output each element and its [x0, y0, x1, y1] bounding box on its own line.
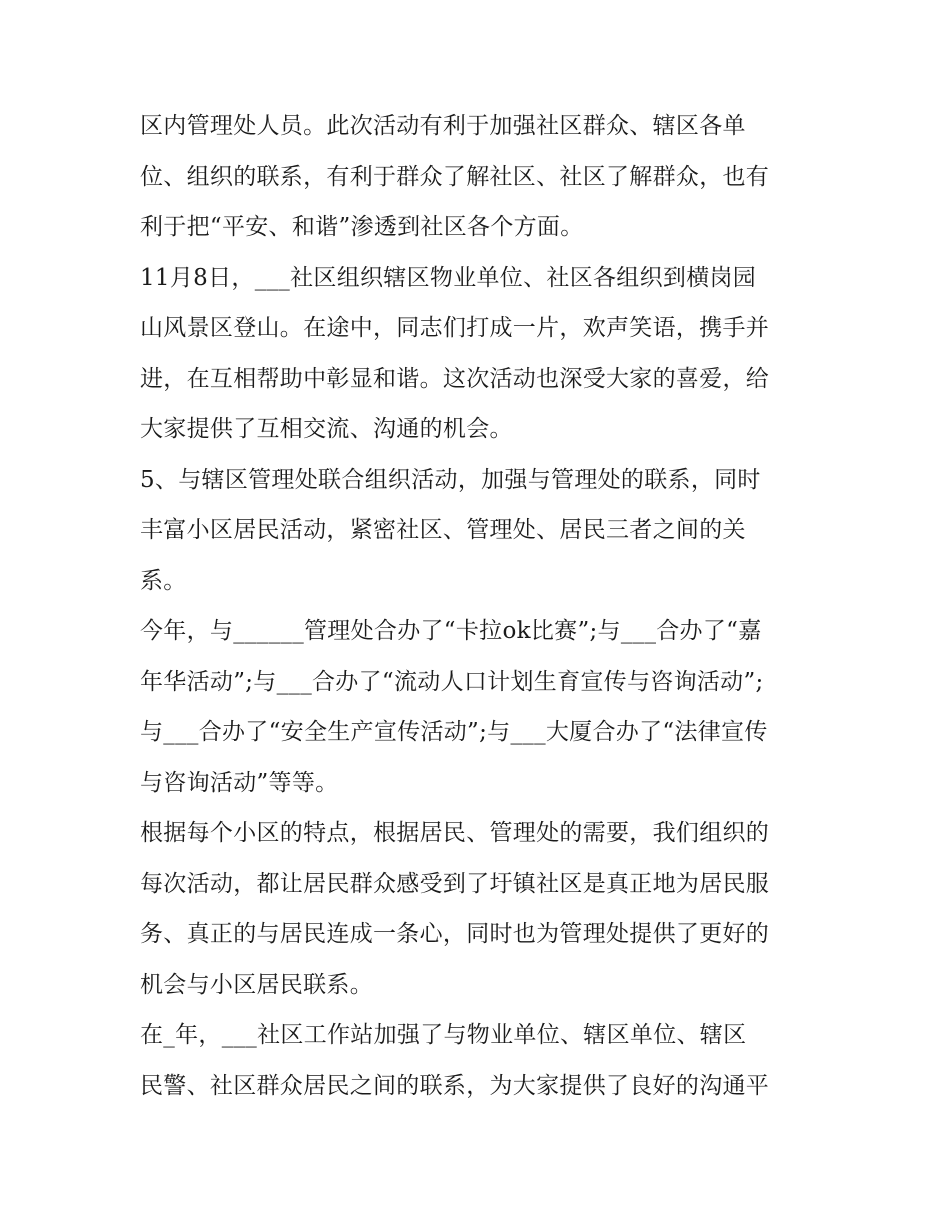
text-line: 大家提供了互相交流、沟通的机会。	[140, 416, 513, 442]
text-line: 5、与辖区管理处联合组织活动，加强与管理处的联系，同时	[140, 466, 761, 493]
text-line: 丰富小区居民活动，紧密社区、管理处、居民三者之间的关	[140, 517, 746, 543]
text-line: 位、组织的联系，有利于群众了解社区、社区了解群众，也有	[140, 163, 770, 190]
text-line: 务、真正的与居民连成一条心，同时也为管理处提供了更好的	[140, 921, 770, 947]
text-line: 利于把“平安、和谐”渗透到社区各个方面。	[140, 214, 584, 240]
text-line: 系。	[140, 567, 187, 594]
text-line: 山风景区登山。在途中，同志们打成一片，欢声笑语，携手并	[140, 315, 770, 341]
text-line: 今年，与______管理处合办了“卡拉ok比赛”;与___合办了“嘉	[140, 618, 762, 644]
text-line: 在_年，___社区工作站加强了与物业单位、辖区单位、辖区	[140, 1022, 747, 1048]
text-line: 区内管理处人员。此次活动有利于加强社区群众、辖区各单	[140, 113, 746, 139]
text-line: 11月8日，___社区组织辖区物业单位、社区各组织到横岗园	[140, 264, 757, 291]
text-line: 与咨询活动”等等。	[140, 769, 339, 796]
text-line: 民警、社区群众居民之间的联系，为大家提供了良好的沟通平	[140, 1072, 770, 1099]
text-line: 与___合办了“安全生产宣传活动”;与___大厦合办了“法律宣传	[140, 719, 768, 745]
document-body	[140, 101, 820, 1111]
text-line: 进，在互相帮助中彰显和谐。这次活动也深受大家的喜爱，给	[140, 365, 770, 392]
text-line: 每次活动，都让居民群众感受到了圩镇社区是真正地为居民服	[140, 870, 770, 897]
text-line: 根据每个小区的特点，根据居民、管理处的需要，我们组织的	[140, 820, 770, 846]
text-line: 年华活动”;与___合办了“流动人口计划生育宣传与咨询活动”;	[140, 668, 764, 695]
text-line: 机会与小区居民联系。	[140, 971, 373, 998]
